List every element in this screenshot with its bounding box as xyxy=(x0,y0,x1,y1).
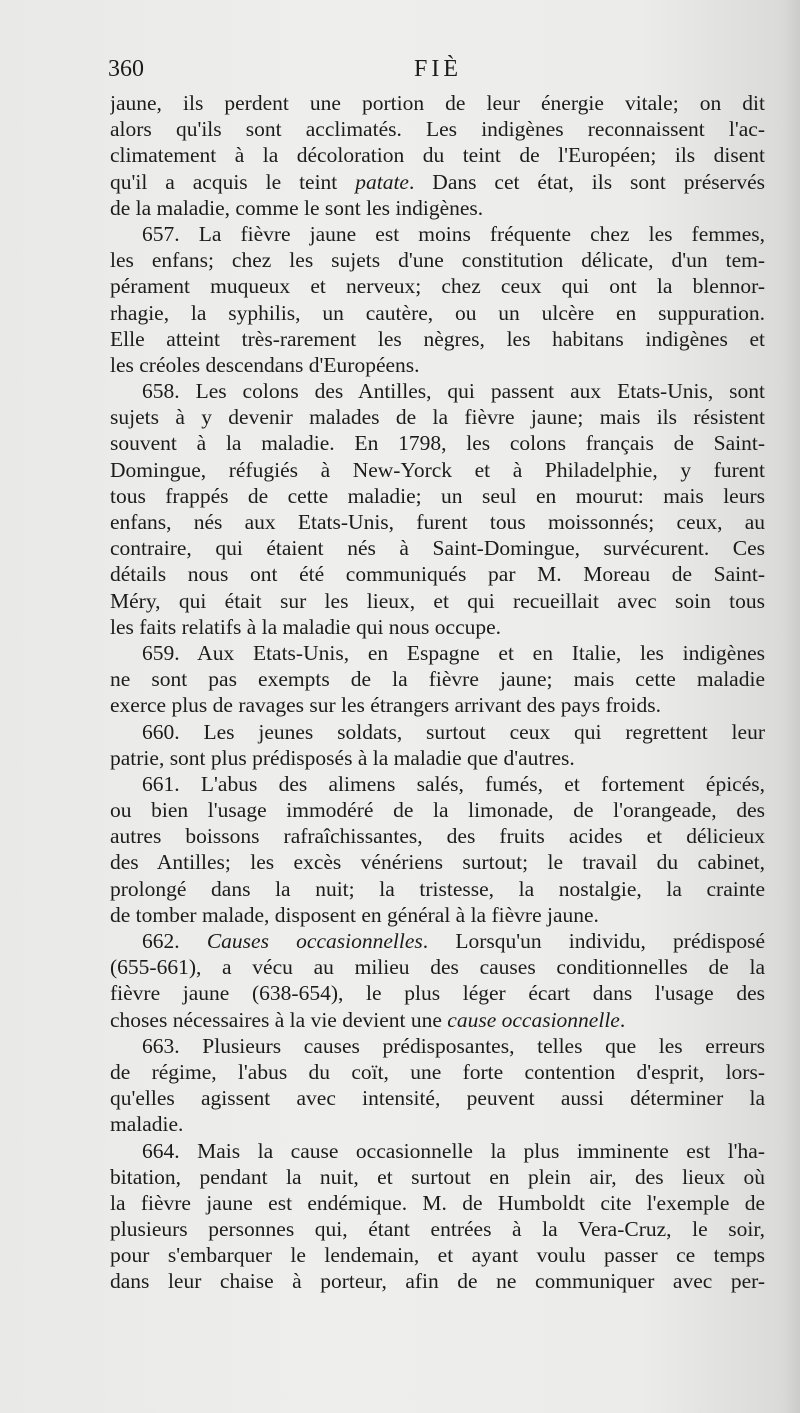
text-segment: ou bien l'usage immodéré de la limonade, de l'orangeade, des xyxy=(110,798,765,823)
text-line xyxy=(110,928,765,954)
text-line xyxy=(110,378,765,404)
text-line xyxy=(110,980,765,1006)
text-line xyxy=(110,745,765,771)
text-segment: Domingue, réfugiés à New-Yorck et à Philadelphie, y furent xyxy=(110,457,765,482)
text-line xyxy=(110,247,765,273)
text-segment: Elle atteint très-rarement les nègres, les habitans indigènes et xyxy=(110,326,765,351)
text-segment: de la maladie, comme le sont les indigènes. xyxy=(110,195,484,220)
text-segment: les enfans; chez les sujets d'une constitution délicate, d'un tem- xyxy=(110,248,765,273)
text-segment: tous frappés de cette maladie; un seul en mourut: mais leurs xyxy=(110,483,765,508)
text-segment: ne sont pas exempts de la fièvre jaune; mais cette maladie xyxy=(110,667,765,692)
text-line xyxy=(110,666,765,692)
text-line xyxy=(110,1242,765,1268)
text-segment: 659. Aux Etats-Unis, en Espagne et en Italie, les indigènes xyxy=(142,640,765,665)
text-segment: 658. Les colons des Antilles, qui passent aux Etats-Unis, sont xyxy=(142,379,765,404)
text-segment: 664. Mais la cause occasionnelle la plus imminente est l'ha- xyxy=(142,1138,765,1163)
running-head: FIÈ xyxy=(414,56,462,82)
text-segment: des Antilles; les excès vénériens surtout; le travail du cabinet, xyxy=(110,850,765,875)
text-segment: qu'elles agissent avec intensité, peuvent aussi déterminer la xyxy=(110,1086,765,1111)
text-line xyxy=(110,1085,765,1111)
text-segment: . xyxy=(619,1007,626,1032)
text-line xyxy=(110,483,765,509)
text-line xyxy=(110,221,765,247)
text-line xyxy=(110,771,765,797)
text-segment: de régime, l'abus du coït, une forte contention d'esprit, lors- xyxy=(110,1059,765,1084)
text-line xyxy=(110,1268,765,1294)
text-segment: 657. La fièvre jaune est moins fréquente chez les femmes, xyxy=(142,221,765,246)
text-line xyxy=(110,404,765,430)
text-line xyxy=(110,1164,765,1190)
text-segment: qu'il a acquis le teint xyxy=(110,169,356,194)
text-segment: enfans, nés aux Etats-Unis, furent tous moissonnés; ceux, au xyxy=(110,510,765,534)
text-segment: les faits relatifs à la maladie qui nous occupe. xyxy=(110,614,502,639)
text-segment: sujets à y devenir malades de la fièvre jaune; mais ils résistent xyxy=(110,405,765,430)
text-segment: la fièvre jaune est endémique. M. de Humboldt cite l'exemple de xyxy=(110,1190,765,1215)
page-number: 360 xyxy=(108,56,144,82)
page-header xyxy=(108,56,768,90)
text-segment: bitation, pendant la nuit, et surtout en plein air, des lieux où xyxy=(110,1164,765,1189)
italic-segment: patate xyxy=(355,169,409,194)
text-line xyxy=(110,326,765,352)
text-segment: autres boissons rafraîchissantes, des fruits acides et délicieux xyxy=(110,824,765,849)
text-segment: (655-661), a vécu au milieu des causes conditionnelles de la xyxy=(110,955,765,980)
italic-segment: cause occasionnelle xyxy=(447,1007,620,1032)
text-segment: 662. xyxy=(142,929,207,953)
text-line xyxy=(110,1007,765,1033)
page-edge-shadow xyxy=(782,0,800,1413)
text-segment: pérament muqueux et nerveux; chez ceux qui ont la blennor- xyxy=(110,274,765,299)
text-line xyxy=(110,1216,765,1242)
text-segment: 663. Plusieurs causes prédisposantes, telles que les erreurs xyxy=(142,1033,765,1058)
text-line xyxy=(110,142,765,168)
text-line xyxy=(110,561,765,587)
text-line xyxy=(110,849,765,875)
text-segment: fièvre jaune (638-654), le plus léger écart dans l'usage des xyxy=(110,981,765,1006)
italic-segment: Causes occasionnelles xyxy=(206,929,423,953)
text-segment: les créoles descendans d'Européens. xyxy=(110,352,420,377)
text-segment: de tomber malade, disposent en général à la fièvre jaune. xyxy=(110,902,599,927)
text-segment: souvent à la maladie. En 1798, les colons français de Saint- xyxy=(110,431,765,456)
text-segment: dans leur chaise à porteur, afin de ne communiquer avec per- xyxy=(110,1269,765,1294)
body-text xyxy=(110,90,765,1295)
text-line xyxy=(110,692,765,718)
text-line xyxy=(110,509,765,535)
text-segment: . Lorsqu'un individu, prédisposé xyxy=(422,929,765,953)
text-line xyxy=(110,90,765,116)
text-line xyxy=(110,116,765,142)
text-segment: 660. Les jeunes soldats, surtout ceux qui regrettent leur xyxy=(142,719,765,744)
text-segment: patrie, sont plus prédisposés à la maladie que d'autres. xyxy=(110,745,575,770)
text-segment: prolongé dans la nuit; la tristesse, la nostalgie, la crainte xyxy=(110,876,765,901)
text-line xyxy=(110,1033,765,1059)
text-line xyxy=(110,823,765,849)
text-segment: alors qu'ils sont acclimatés. Les indigènes reconnaissent l'ac- xyxy=(110,117,765,142)
text-line xyxy=(110,169,765,195)
text-line xyxy=(110,352,765,378)
text-segment: 661. L'abus des alimens salés, fumés, et fortement épicés, xyxy=(142,771,765,796)
text-line xyxy=(110,719,765,745)
text-line xyxy=(110,797,765,823)
text-segment: contraire, qui étaient nés à Saint-Domingue, survécurent. Ces xyxy=(110,536,765,561)
text-line xyxy=(110,1138,765,1164)
text-segment: jaune, ils perdent une portion de leur énergie vitale; on dit xyxy=(110,91,765,115)
text-line xyxy=(110,588,765,614)
text-segment: exerce plus de ravages sur les étrangers arrivant des pays froids. xyxy=(110,693,662,718)
text-line xyxy=(110,1190,765,1216)
text-line xyxy=(110,430,765,456)
text-line xyxy=(110,195,765,221)
text-segment: plusieurs personnes qui, étant entrées à la Vera-Cruz, le soir, xyxy=(110,1217,765,1242)
text-line xyxy=(110,273,765,299)
text-line xyxy=(110,1111,765,1137)
text-segment: Méry, qui était sur les lieux, et qui recueillait avec soin tous xyxy=(110,588,765,613)
text-segment: climatement à la décoloration du teint de l'Européen; ils disent xyxy=(110,143,765,168)
text-line xyxy=(110,1059,765,1085)
text-segment: rhagie, la syphilis, un cautère, ou un ulcère en suppuration. xyxy=(110,300,765,325)
text-line xyxy=(110,457,765,483)
text-segment: maladie. xyxy=(110,1112,184,1137)
text-line xyxy=(110,535,765,561)
text-line xyxy=(110,640,765,666)
text-segment: pour s'embarquer le lendemain, et ayant voulu passer ce temps xyxy=(110,1243,765,1268)
text-line xyxy=(110,954,765,980)
text-line xyxy=(110,614,765,640)
text-segment: choses nécessaires à la vie devient une xyxy=(110,1007,448,1032)
text-line xyxy=(110,876,765,902)
text-line xyxy=(110,902,765,928)
text-line xyxy=(110,300,765,326)
text-segment: détails nous ont été communiqués par M. Moreau de Saint- xyxy=(110,562,765,587)
text-segment: . Dans cet état, ils sont préservés xyxy=(408,169,765,194)
